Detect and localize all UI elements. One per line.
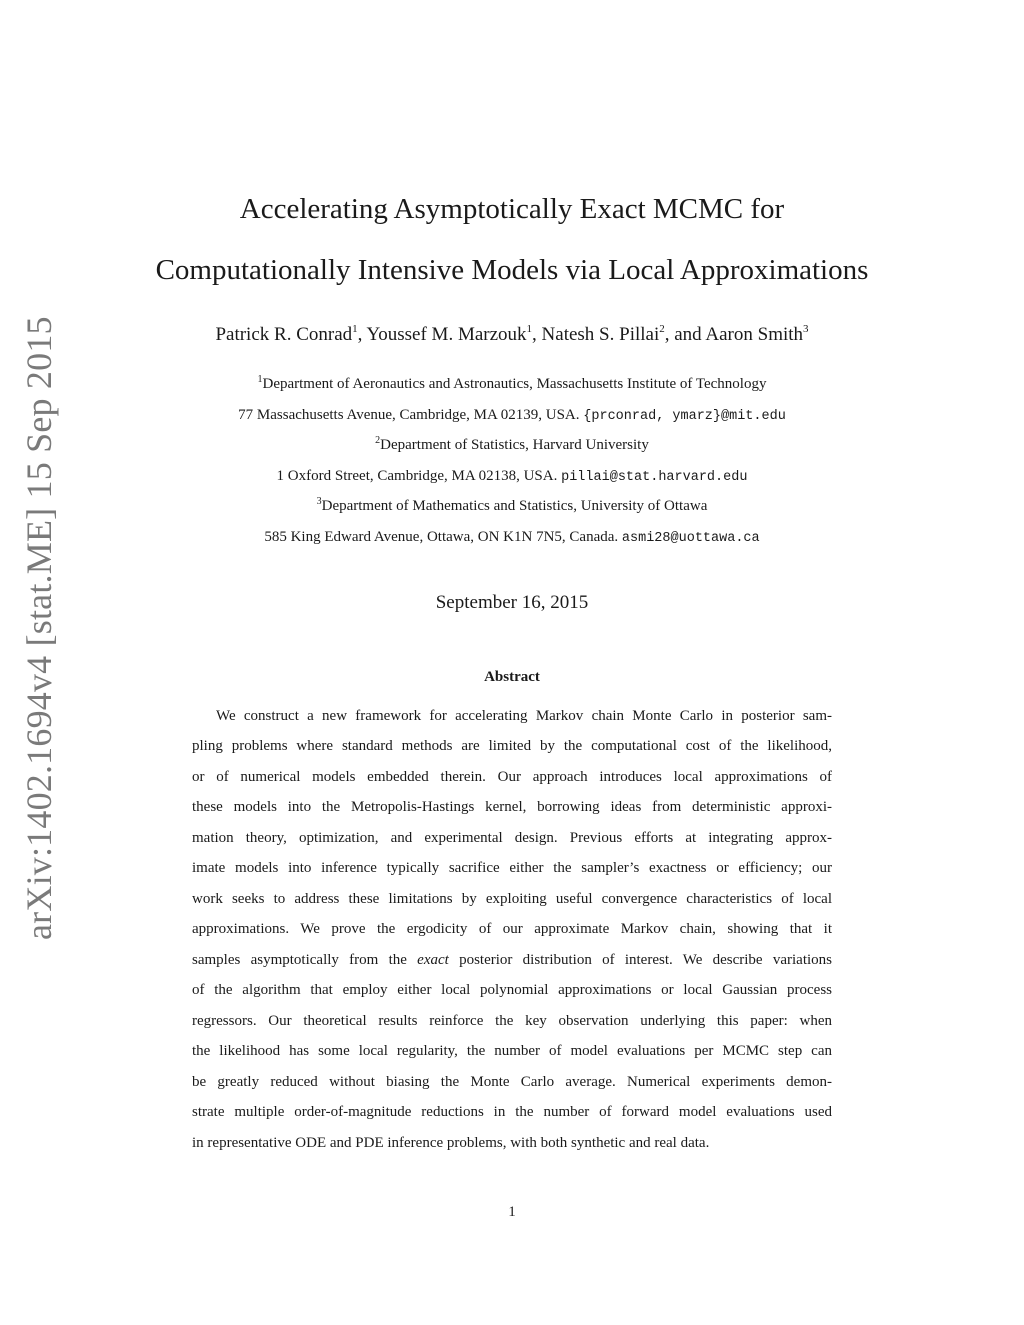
abstract-heading: Abstract — [484, 669, 540, 685]
affiliation-address: 585 King Edward Avenue, Ottawa, ON K1N 7N5, Canada. — [264, 529, 622, 545]
abstract-line: We construct a new framework for accelerating Markov chain Monte Carlo in posterior sam- — [216, 708, 832, 724]
abstract-line: mation theory, optimization, and experimental design. Previous efforts at integrating approx- — [192, 830, 832, 846]
page-number: 1 — [508, 1204, 516, 1220]
affiliation-mark: 1 — [257, 374, 263, 385]
abstract-line — [192, 950, 832, 970]
affiliation-mark: 1 — [526, 323, 533, 335]
abstract-emphasis: exact — [417, 952, 449, 968]
affiliation-email: {prconrad, ymarz}@mit.edu — [583, 409, 786, 424]
affiliation-mark: 1 — [352, 323, 358, 335]
author-list — [100, 322, 924, 348]
affiliation-name: Department of Statistics, Harvard University — [380, 437, 649, 453]
abstract-line: or of numerical models embedded therein. Our approach introduces local approximations of — [192, 769, 832, 785]
affiliation-mark: 2 — [375, 435, 381, 446]
affiliation-email: pillai@stat.harvard.edu — [561, 470, 748, 485]
affiliation-address: 77 Massachusetts Avenue, Cambridge, MA 02139, USA. — [238, 407, 584, 423]
publication-date: September 16, 2015 — [435, 592, 589, 613]
abstract-line: imate models into inference typically sacrifice either the sampler’s exactness or efficiency; our — [192, 860, 832, 876]
affiliation-name: Department of Aeronautics and Astronautics, Massachusetts Institute of Technology — [262, 376, 767, 392]
abstract-text: posterior distribution of interest. We describe variations — [448, 952, 832, 968]
affiliation-3-name — [100, 496, 924, 516]
affiliation-mark: 3 — [316, 496, 322, 507]
affiliation-address: 1 Oxford Street, Cambridge, MA 02138, USA. — [276, 468, 562, 484]
affiliation-mark: 3 — [803, 323, 809, 335]
paper-title-line-2: Computationally Intensive Models via Local Approximations — [155, 254, 869, 286]
author-name: Natesh S. Pillai — [541, 324, 660, 345]
abstract-line: work seeks to address these limitations by exploiting useful convergence characteristics of local — [192, 891, 832, 907]
abstract-text: samples asymptotically from the — [192, 952, 418, 968]
abstract-line: strate multiple order-of-magnitude reductions in the number of forward model evaluations used — [192, 1104, 832, 1120]
author-name: Youssef M. Marzouk — [366, 324, 527, 345]
abstract-line: pling problems where standard methods are limited by the computational cost of the likelihood, — [192, 738, 832, 754]
affiliation-3-address — [100, 527, 924, 549]
abstract-line: the likelihood has some local regularity, the number of model evaluations per MCMC step can — [192, 1043, 832, 1059]
paper-title-line-1: Accelerating Asymptotically Exact MCMC for — [239, 193, 785, 225]
abstract-line: of the algorithm that employ either local polynomial approximations or local Gaussian process — [192, 982, 832, 998]
affiliation-mark: 2 — [659, 323, 665, 335]
affiliation-2-address — [100, 466, 924, 488]
abstract-line: be greatly reduced without biasing the Monte Carlo average. Numerical experiments demon- — [192, 1074, 832, 1090]
abstract-line: these models into the Metropolis-Hastings kernel, borrowing ideas from deterministic approxi- — [192, 799, 832, 815]
affiliation-1-name — [100, 374, 924, 394]
affiliation-name: Department of Mathematics and Statistics, University of Ottawa — [321, 498, 708, 514]
abstract-line: approximations. We prove the ergodicity of our approximate Markov chain, showing that it — [192, 921, 832, 937]
author-name: Patrick R. Conrad — [215, 324, 353, 345]
author-name: Aaron Smith — [705, 324, 804, 345]
author-separator: , and — [664, 324, 706, 345]
affiliation-2-name — [100, 435, 924, 455]
abstract-line: regressors. Our theoretical results reinforce the key observation underlying this paper: when — [192, 1013, 832, 1029]
abstract-line: in representative ODE and PDE inference problems, with both synthetic and real data. — [192, 1135, 710, 1151]
affiliation-email: asmi28@uottawa.ca — [621, 531, 760, 546]
affiliation-1-address — [100, 405, 924, 427]
author-separator: , — [357, 324, 367, 345]
arxiv-identifier-stamp: arXiv:1402.1694v4 [stat.ME] 15 Sep 2015 — [19, 316, 59, 940]
author-separator: , — [532, 324, 542, 345]
